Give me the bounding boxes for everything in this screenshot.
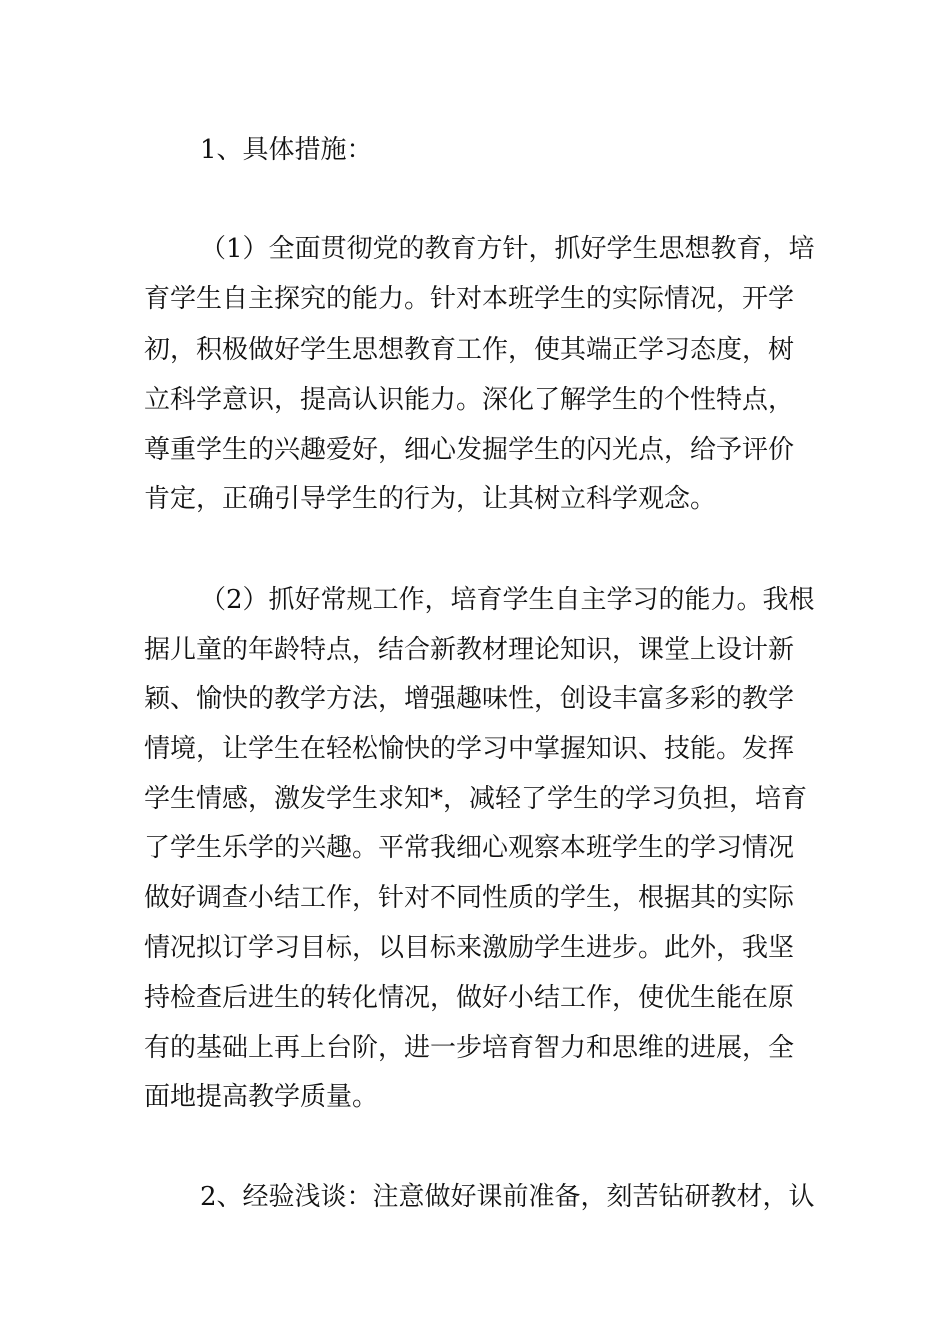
paragraph-1-line: 初，积极做好学生思想教育工作，使其端正学习态度，树 [144,335,795,365]
paragraph-2-line: 情境，让学生在轻松愉快的学习中掌握知识、技能。发挥 [144,734,795,764]
paragraph-1-line: （1）全面贯彻党的教育方针，抓好学生思想教育，培 [200,234,815,264]
section-heading-experience: 2、经验浅谈：注意做好课前准备，刻苦钻研教材，认 [200,1182,815,1212]
paragraph-1-line: 立科学意识，提高认识能力。深化了解学生的个性特点， [144,385,795,415]
paragraph-2-line: （2）抓好常规工作，培育学生自主学习的能力。我根 [200,585,815,615]
paragraph-2-line: 有的基础上再上台阶，进一步培育智力和思维的进展，全 [144,1033,795,1063]
section-heading-measures: 1、具体措施： [200,135,373,165]
paragraph-1-line: 尊重学生的兴趣爱好，细心发掘学生的闪光点，给予评价 [144,435,795,465]
paragraph-2-line: 持检查后进生的转化情况，做好小结工作，使优生能在原 [144,983,795,1013]
paragraph-2-line: 做好调查小结工作，针对不同性质的学生，根据其的实际 [144,883,795,913]
paragraph-2-line: 情况拟订学习目标，以目标来激励学生进步。此外，我坚 [144,933,795,963]
paragraph-2-line: 颖、愉快的教学方法，增强趣味性，创设丰富多彩的教学 [144,684,795,714]
paragraph-1-line: 肯定，正确引导学生的行为，让其树立科学观念。 [144,484,717,514]
paragraph-2-line: 了学生乐学的兴趣。平常我细心观察本班学生的学习情况 [144,833,795,863]
paragraph-2-line: 据儿童的年龄特点，结合新教材理论知识，课堂上设计新 [144,635,795,665]
paragraph-2-line: 面地提高教学质量。 [144,1082,379,1112]
paragraph-1-line: 育学生自主探究的能力。针对本班学生的实际情况，开学 [144,284,795,314]
paragraph-2-line: 学生情感，激发学生求知*，减轻了学生的学习负担，培育 [144,784,808,814]
